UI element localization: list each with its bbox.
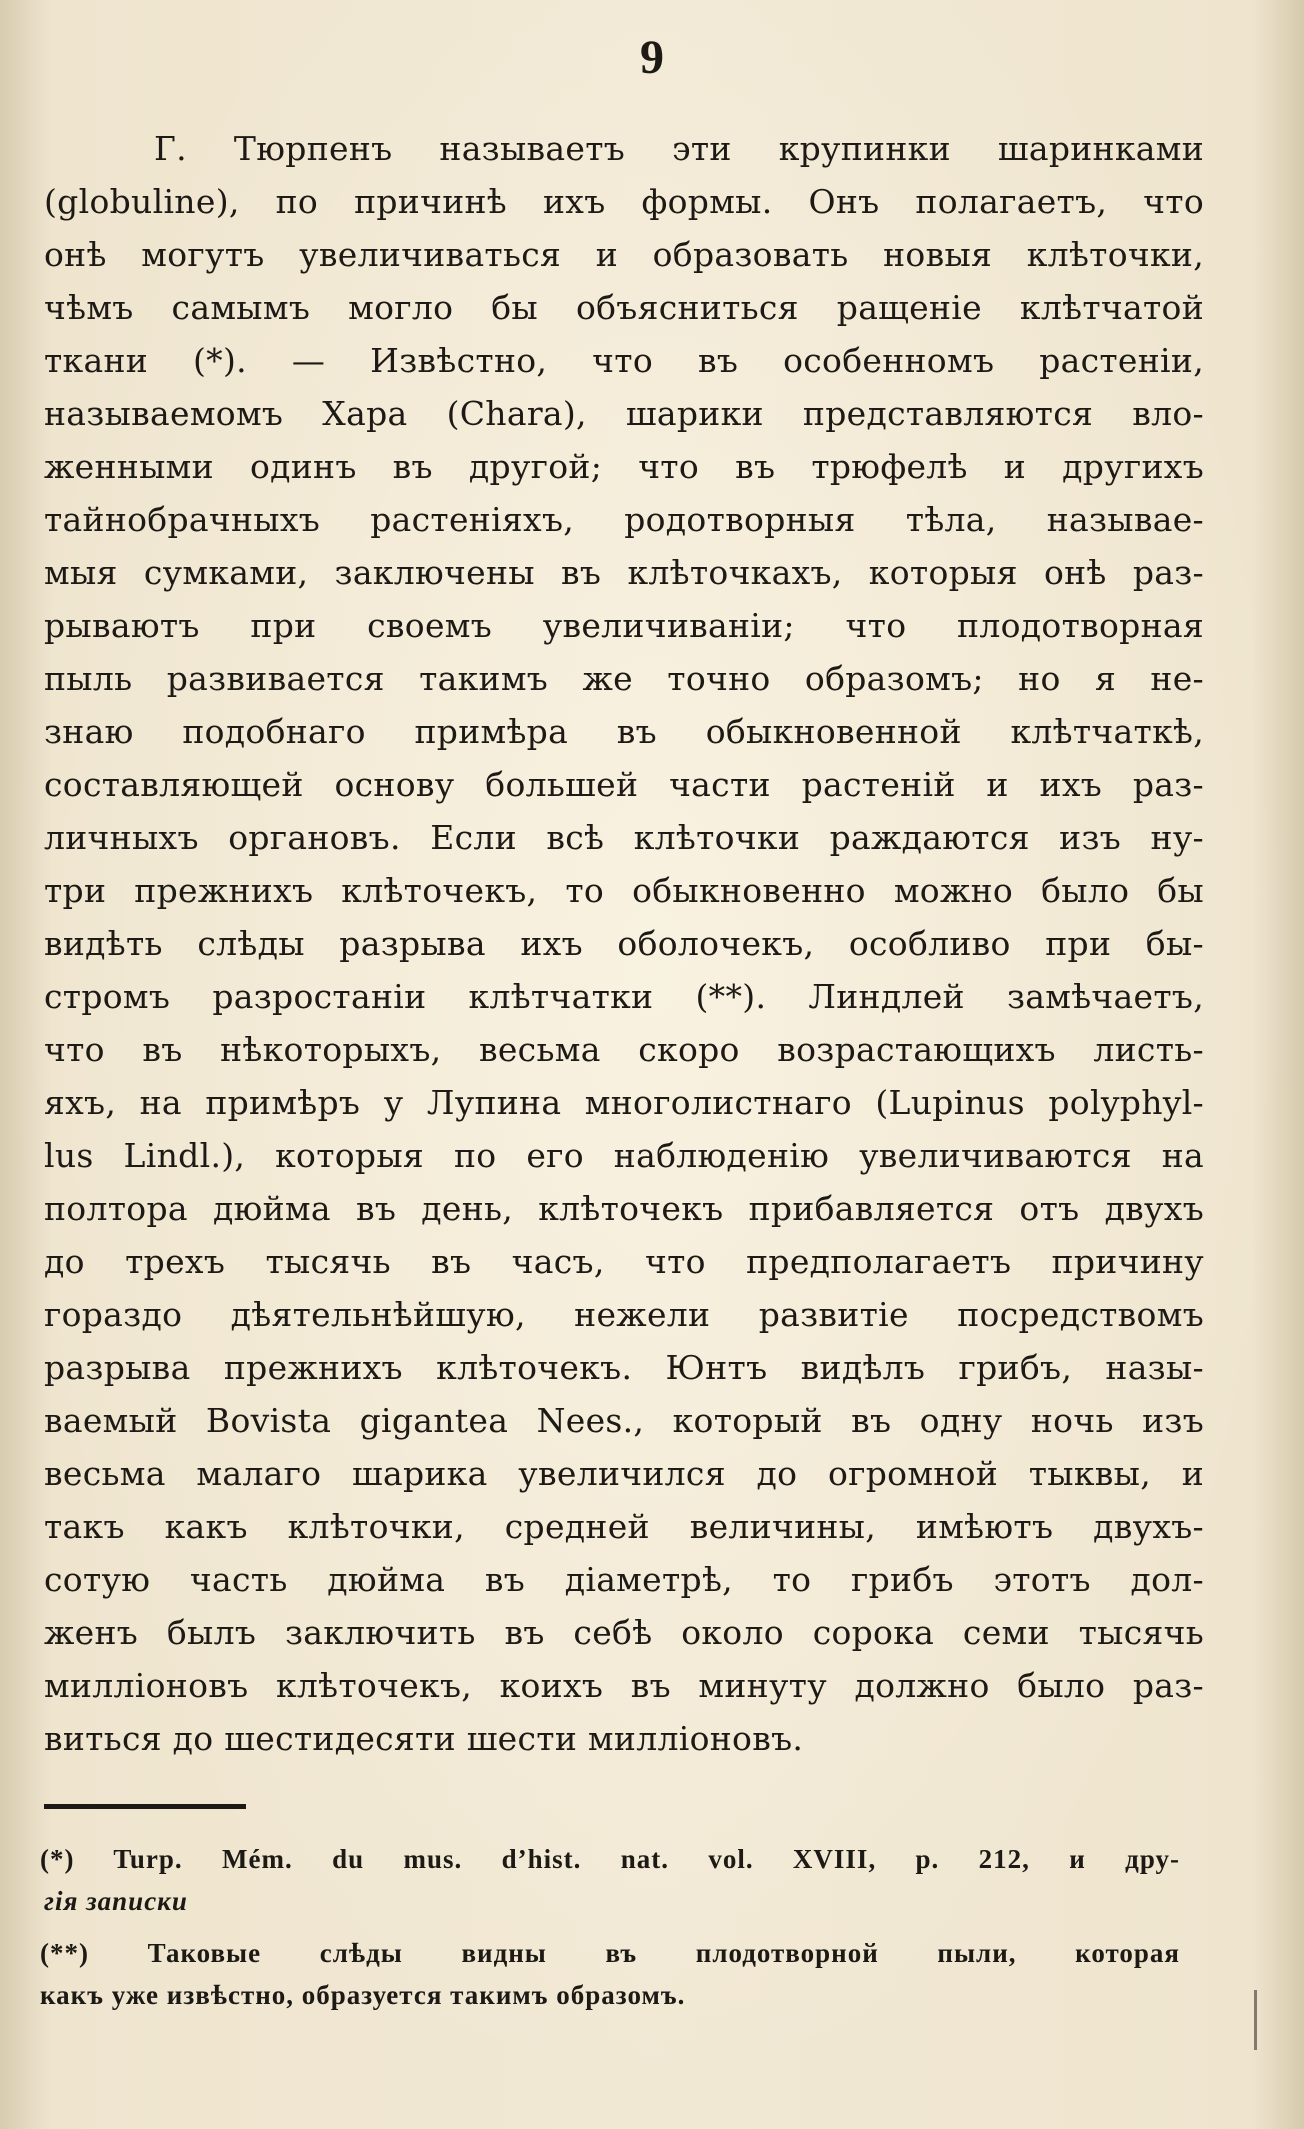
page-number: 9 — [640, 31, 664, 84]
text-line: (globuline), по причинѣ ихъ формы. Онъ полагаетъ, что — [44, 182, 1204, 221]
text-line: онѣ могутъ увеличиваться и образовать новыя клѣточки, — [44, 235, 1204, 274]
text-line: женъ былъ заключить въ себѣ около сорока семи тысячь — [44, 1613, 1204, 1652]
text-line: гораздо дѣятельнѣйшую, нежели развитіе посредствомъ — [44, 1295, 1204, 1334]
footnote-2-continuation: какъ уже извѣстно, образуется такимъ образомъ. — [40, 1980, 686, 2010]
text-line: такъ какъ клѣточки, средней величины, имѣютъ двухъ- — [44, 1507, 1204, 1546]
text-line: знаю подобнаго примѣра въ обыкновенной клѣтчаткѣ, — [44, 712, 1204, 751]
text-line: сотую часть дюйма въ діаметрѣ, то грибъ этотъ дол- — [44, 1560, 1204, 1599]
text-line: ваемый Bovista gigantea Nees., который въ одну ночь изъ — [44, 1401, 1204, 1440]
footnote-divider — [44, 1804, 246, 1809]
text-line: личныхъ органовъ. Если всѣ клѣточки раждаются изъ ну- — [44, 818, 1204, 857]
text-line: мыя сумками, заключены въ клѣточкахъ, которыя онѣ раз- — [44, 553, 1204, 592]
text-line: яхъ, на примѣръ у Лупина многолистнаго (Lupinus polyphyl- — [44, 1083, 1204, 1122]
text-line: три прежнихъ клѣточекъ, то обыкновенно можно было бы — [44, 871, 1204, 910]
footnote-2 — [40, 1932, 1180, 1974]
footnotes — [40, 1838, 1180, 2016]
text-line: видѣть слѣды разрыва ихъ оболочекъ, особливо при бы- — [44, 924, 1204, 963]
text-line: милліоновъ клѣточекъ, коихъ въ минуту должно было раз- — [44, 1666, 1204, 1705]
text-line: виться до шестидесяти шести милліоновъ. — [44, 1719, 804, 1758]
footnote-1 — [40, 1838, 1180, 1880]
footnote-text: Turp. Mém. du mus. d’hist. nat. vol. XVIII, p. 212, и дру- — [113, 1844, 1180, 1874]
text-line: до трехъ тысячь въ часъ, что предполагаетъ причину — [44, 1242, 1204, 1281]
text-line: разрыва прежнихъ клѣточекъ. Юнтъ видѣлъ грибъ, назы- — [44, 1348, 1204, 1387]
footnote-mark: (**) — [40, 1938, 89, 1968]
footnote-1-continuation: гія записки — [44, 1886, 188, 1916]
text-line: чѣмъ самымъ могло бы объясниться ращеніе клѣтчатой — [44, 288, 1204, 327]
text-line: ткани (*). — Извѣстно, что въ особенномъ растеніи, — [44, 341, 1204, 380]
text-line: весьма малаго шарика увеличился до огромной тыквы, и — [44, 1454, 1204, 1493]
text-line: Г. Тюрпенъ называетъ эти крупинки шаринками — [154, 129, 1204, 168]
text-line: тайнобрачныхъ растеніяхъ, родотворныя тѣла, называе- — [44, 500, 1204, 539]
text-line: женными одинъ въ другой; что въ трюфелѣ и другихъ — [44, 447, 1204, 486]
text-line: lus Lindl.), которыя по его наблюденію увеличиваются на — [44, 1136, 1204, 1175]
text-line: стромъ разростаніи клѣтчатки (**). Линдлей замѣчаетъ, — [44, 977, 1204, 1016]
text-line: пыль развивается такимъ же точно образомъ; но я не- — [44, 659, 1204, 698]
body-text — [44, 122, 1204, 1765]
text-line: называемомъ Хара (Chara), шарики представляются вло- — [44, 394, 1204, 433]
text-line: что въ нѣкоторыхъ, весьма скоро возрастающихъ листь- — [44, 1030, 1204, 1069]
text-line: составляющей основу большей части растеній и ихъ раз- — [44, 765, 1204, 804]
text-line: рываютъ при своемъ увеличиваніи; что плодотворная — [44, 606, 1204, 645]
footnote-text: Таковые слѣды видны въ плодотворной пыли, которая — [147, 1938, 1180, 1968]
footnote-mark: (*) — [40, 1844, 75, 1874]
text-line: полтора дюйма въ день, клѣточекъ прибавляется отъ двухъ — [44, 1189, 1204, 1228]
page-edge-mark — [1254, 1990, 1257, 2050]
